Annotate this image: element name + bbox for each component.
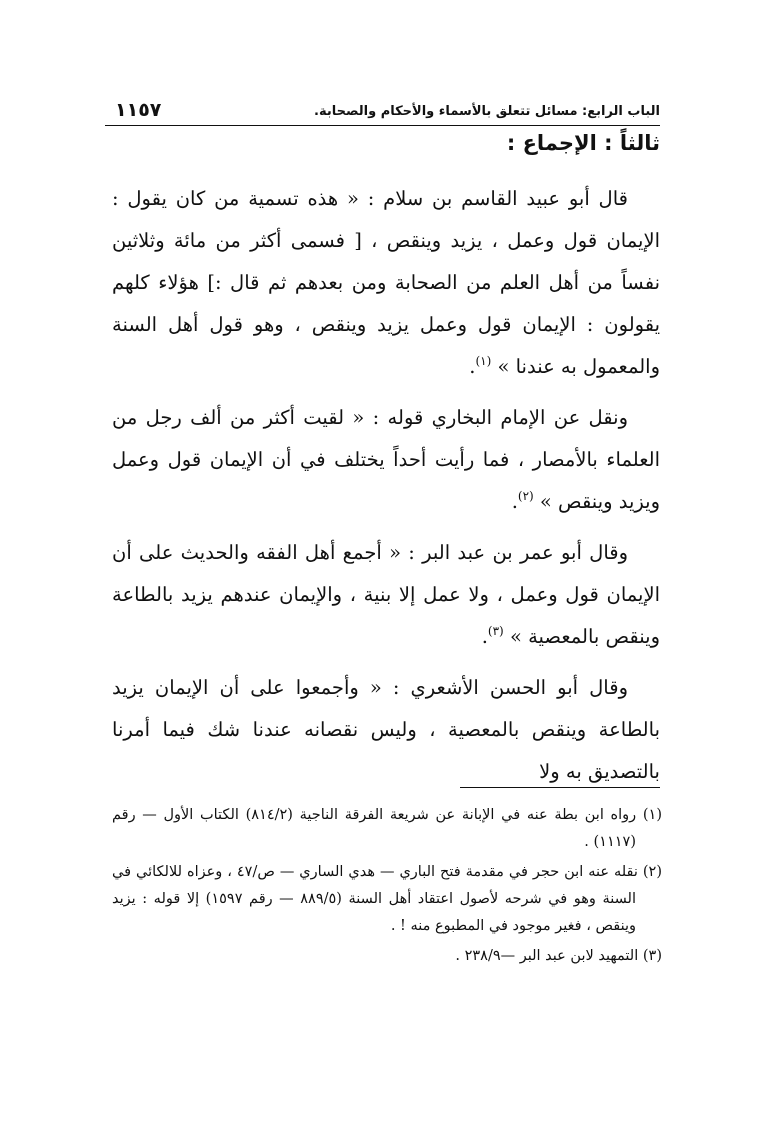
footnote: (١) رواه ابن بطة عنه في الإبانة عن شريعة الفرقة الناجية (٨١٤/٢) الكتاب الأول — رقم (١١١٧) . — [112, 807, 662, 850]
paragraph-end: . — [469, 355, 476, 378]
paragraph — [112, 532, 660, 658]
paragraph-text: وقال أبو الحسن الأشعري : « وأجمعوا على أن الإيمان يزيد بالطاعة وينقص بالمعصية ، وليس نقصانه عندنا شك فيما أمرنا بالتصديق به ولا — [112, 676, 660, 783]
footnote: (٢) نقله عنه ابن حجر في مقدمة فتح الباري — هدي الساري — ص/٤٧ ، وعزاه للالكائي في السنة وهو في شرحه لأصول اعتقاد أهل السنة (٨٨٩/٥ — رقم ١٥٩٧) إلا قوله : يزيد وينقص ، فغير موجود في المطبوع منه ! . — [112, 864, 662, 934]
footnote-reference: (١) — [475, 354, 492, 368]
paragraph-end: . — [511, 490, 518, 513]
section-heading: ثالثاً : الإجماع : — [506, 131, 660, 155]
footnote-reference: (٢) — [517, 489, 534, 503]
header-title: الباب الرابع: مسائل تتعلق بالأسماء والأحكام والصحابة. — [314, 104, 660, 119]
paragraph-text: قال أبو عبيد القاسم بن سلام : « هذه تسمية من كان يقول : الإيمان قول وعمل ، يزيد وينقص ، [ فسمى أكثر من مائة وثلاثين نفساً من أهل العلم من الصحابة ومن بعدهم ثم قال :] هؤلاء كلهم يقولون : الإيمان قول وعمل يزيد وينقص ، وهو قول أهل السنة والمعمول به عندنا » — [112, 187, 660, 378]
footnote-reference: (٣) — [487, 624, 504, 638]
footnotes — [112, 802, 662, 973]
paragraph-text: وقال أبو عمر بن عبد البر : « أجمع أهل الفقه والحديث على أن الإيمان قول وعمل ، ولا عمل إلا بنية ، والإيمان عندهم يزيد بالطاعة وينقص بالمعصية » — [112, 541, 660, 648]
page-number: ١١٥٧ — [115, 99, 162, 121]
paragraph — [112, 397, 660, 523]
paragraph — [112, 178, 660, 388]
paragraph-text: ونقل عن الإمام البخاري قوله : « لقيت أكثر من ألف رجل من العلماء بالأمصار ، فما رأيت أحداً يختلف في أن الإيمان قول وعمل ويزيد وينقص » — [112, 406, 660, 513]
body-text — [112, 178, 660, 802]
running-header — [105, 100, 660, 126]
paragraph — [112, 667, 660, 793]
paragraph-end: . — [481, 625, 488, 648]
footnote-divider — [460, 787, 660, 788]
footnote: (٣) التمهيد لابن عبد البر —٢٣٨/٩ . — [455, 948, 662, 964]
